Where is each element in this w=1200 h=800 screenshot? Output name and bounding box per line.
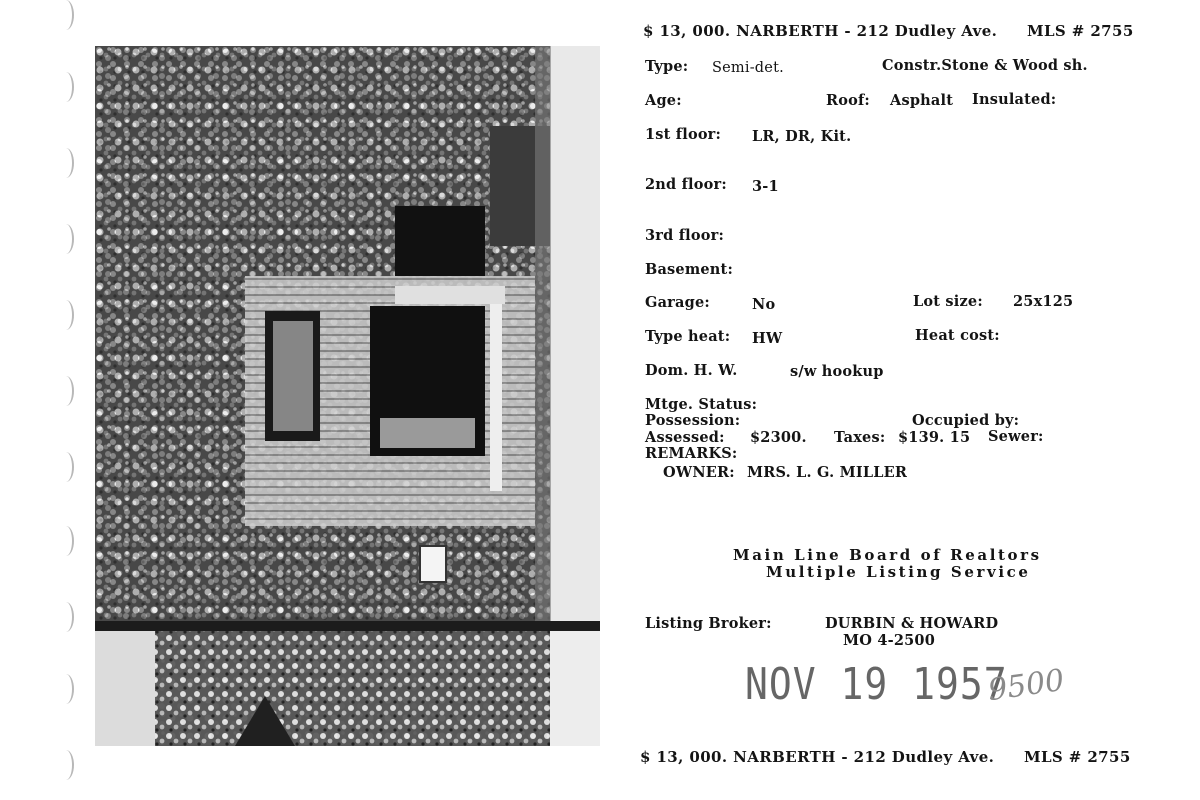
taxes-label: Taxes: <box>834 429 886 446</box>
construction-label: Constr. <box>882 57 942 74</box>
footer-location: NARBERTH - 212 Dudley Ave. <box>733 748 995 766</box>
second-floor-value: 3-1 <box>752 178 779 195</box>
sewer-label: Sewer: <box>988 428 1044 445</box>
property-photo <box>95 46 600 746</box>
taxes-value: $139. 15 <box>898 429 971 446</box>
date-stamp: NOV 19 1957 <box>745 658 1008 710</box>
first-floor-label: 1st floor: <box>645 126 722 143</box>
header-location: NARBERTH - 212 Dudley Ave. <box>736 22 998 40</box>
header-mls: MLS # 2755 <box>1026 22 1134 40</box>
handwritten-price-note: 9500 <box>985 662 1067 709</box>
type-value: Semi-det. <box>712 60 784 76</box>
heat-cost-label: Heat cost: <box>915 327 1000 344</box>
board-name: Main Line Board of Realtors <box>733 546 1042 564</box>
domestic-hot-water-label: Dom. H. W. <box>645 362 738 379</box>
owner-label: OWNER: <box>663 464 735 481</box>
listing-footer <box>640 748 1131 766</box>
lot-size-value: 25x125 <box>1013 293 1074 310</box>
assessed-label: Assessed: <box>645 429 725 446</box>
domestic-hot-water-value: s/w hookup <box>790 363 884 380</box>
mortgage-status-label: Mtge. Status: <box>645 396 758 413</box>
occupied-by-label: Occupied by: <box>912 412 1020 429</box>
lot-size-label: Lot size: <box>913 293 983 310</box>
second-floor-label: 2nd floor: <box>645 176 727 193</box>
remarks-label: REMARKS: <box>645 445 738 462</box>
header-price: $ 13, 000. <box>643 22 731 40</box>
possession-label: Possession: <box>645 412 741 429</box>
owner-value: MRS. L. G. MILLER <box>747 464 908 481</box>
listing-header <box>643 22 1134 40</box>
assessed-value: $2300. <box>750 429 807 446</box>
type-label: Type: <box>645 58 689 75</box>
broker-name: DURBIN & HOWARD <box>825 615 999 632</box>
construction-field <box>882 57 1088 74</box>
footer-mls: MLS # 2755 <box>1023 748 1131 766</box>
roof-value: Asphalt <box>890 92 954 109</box>
basement-label: Basement: <box>645 261 733 278</box>
broker-phone: MO 4-2500 <box>843 632 935 649</box>
age-label: Age: <box>645 92 682 109</box>
garage-label: Garage: <box>645 294 710 311</box>
roof-label: Roof: <box>826 92 870 109</box>
footer-price: $ 13, 000. <box>640 748 728 766</box>
board-service: Multiple Listing Service <box>766 563 1031 581</box>
heat-type-label: Type heat: <box>645 328 731 345</box>
insulated-label: Insulated: <box>972 91 1057 108</box>
construction-value: Stone & Wood sh. <box>941 57 1088 74</box>
heat-type-value: HW <box>752 330 783 347</box>
listing-broker-label: Listing Broker: <box>645 615 772 632</box>
garage-value: No <box>752 296 776 313</box>
third-floor-label: 3rd floor: <box>645 227 724 244</box>
first-floor-value: LR, DR, Kit. <box>752 128 852 145</box>
